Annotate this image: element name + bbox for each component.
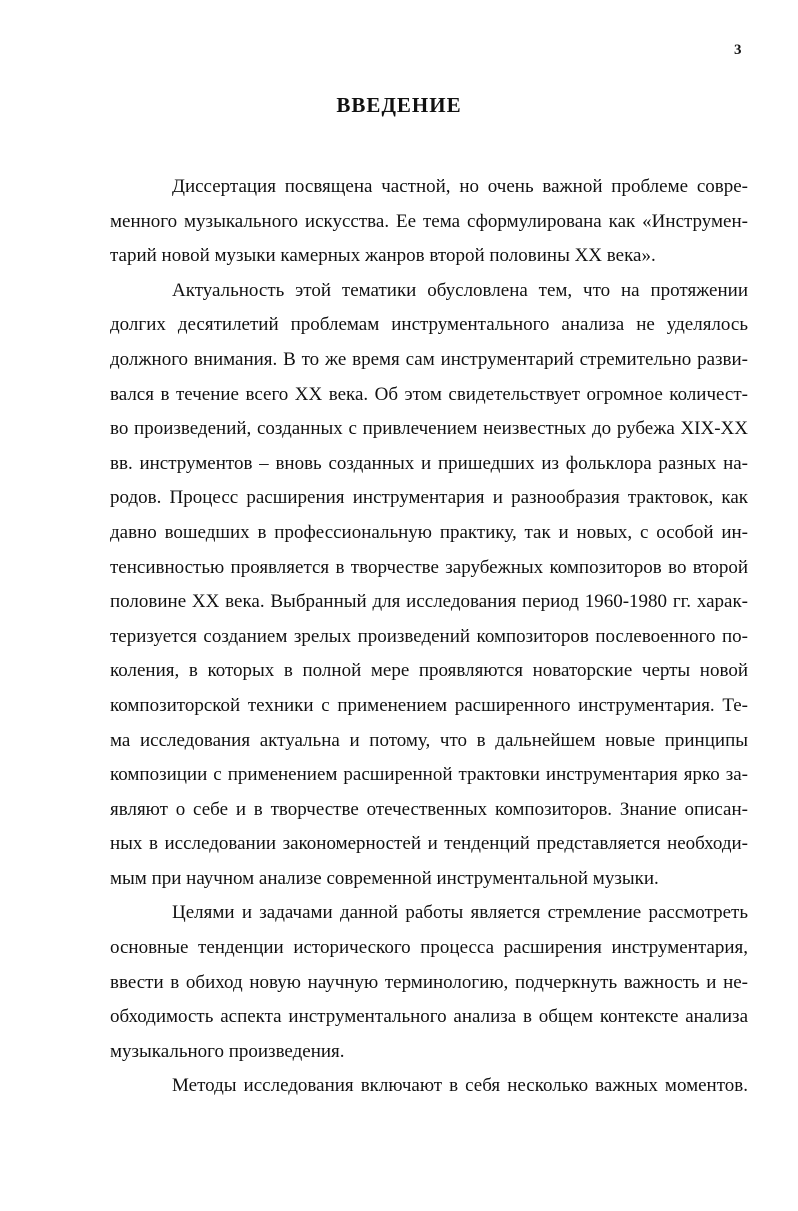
- text-line: коления, в которых в полной мере проявляются новаторские черты новой: [110, 660, 748, 682]
- text-line: давно вошедших в профессиональную практику, так и новых, с особой ин-: [110, 521, 748, 543]
- text-line: теризуется созданием зрелых произведений композиторов послевоенного по-: [110, 625, 748, 647]
- paragraph: [110, 170, 748, 274]
- text-line: Методы исследования включают в себя несколько важных моментов.: [172, 1075, 748, 1097]
- text-line: обходимость аспекта инструментального анализа в общем контексте анализа: [110, 1006, 748, 1028]
- text-line: тарий новой музыки камерных жанров второй половины XX века».: [110, 245, 656, 267]
- paragraph: [110, 1069, 748, 1104]
- text-line: вв. инструментов – вновь созданных и пришедших из фольклора разных на-: [110, 452, 748, 474]
- text-line: мым при научном анализе современной инструментальной музыки.: [110, 867, 659, 889]
- text-line: половине XX века. Выбранный для исследования период 1960-1980 гг. харак-: [110, 591, 748, 613]
- text-line: основные тенденции исторического процесса расширения инструментария,: [110, 937, 748, 959]
- paragraph: [110, 896, 748, 1069]
- text-line: менного музыкального искусства. Ее тема сформулирована как «Инструмен-: [110, 210, 748, 232]
- page-number: 3: [734, 42, 742, 58]
- text-line: во произведений, созданных с привлечением неизвестных до рубежа XIX-XX: [110, 418, 748, 440]
- text-line: долгих десятилетий проблемам инструментального анализа не уделялось: [110, 314, 748, 336]
- paragraph: [110, 274, 748, 897]
- text-line: композиции с применением расширенной трактовки инструментария ярко за-: [110, 764, 748, 786]
- text-line: Актуальность этой тематики обусловлена тем, что на протяжении: [172, 279, 748, 301]
- text-line: вался в течение всего XX века. Об этом свидетельствует огромное количест-: [110, 383, 748, 405]
- text-line: родов. Процесс расширения инструментария и разнообразия трактовок, как: [110, 487, 748, 509]
- text-line: ввести в обиход новую научную терминологию, подчеркнуть важность и не-: [110, 971, 748, 993]
- text-line: тенсивностью проявляется в творчестве зарубежных композиторов во второй: [110, 556, 748, 578]
- text-line: ных в исследовании закономерностей и тенденций представляется необходи-: [110, 833, 748, 855]
- text-line: являют о себе и в творчестве отечественных композиторов. Знание описан-: [110, 798, 748, 820]
- body-text: [110, 170, 748, 1104]
- text-line: композиторской техники с применением расширенного инструментария. Те-: [110, 694, 748, 716]
- text-line: ма исследования актуальна и потому, что в дальнейшем новые принципы: [110, 729, 748, 751]
- text-line: должного внимания. В то же время сам инструментарий стремительно разви-: [110, 348, 748, 370]
- text-line: музыкального произведения.: [110, 1040, 345, 1062]
- page-title: ВВЕДЕНИЕ: [336, 93, 462, 117]
- text-line: Диссертация посвящена частной, но очень важной проблеме совре-: [172, 176, 748, 197]
- text-line: Целями и задачами данной работы является стремление рассмотреть: [172, 902, 748, 924]
